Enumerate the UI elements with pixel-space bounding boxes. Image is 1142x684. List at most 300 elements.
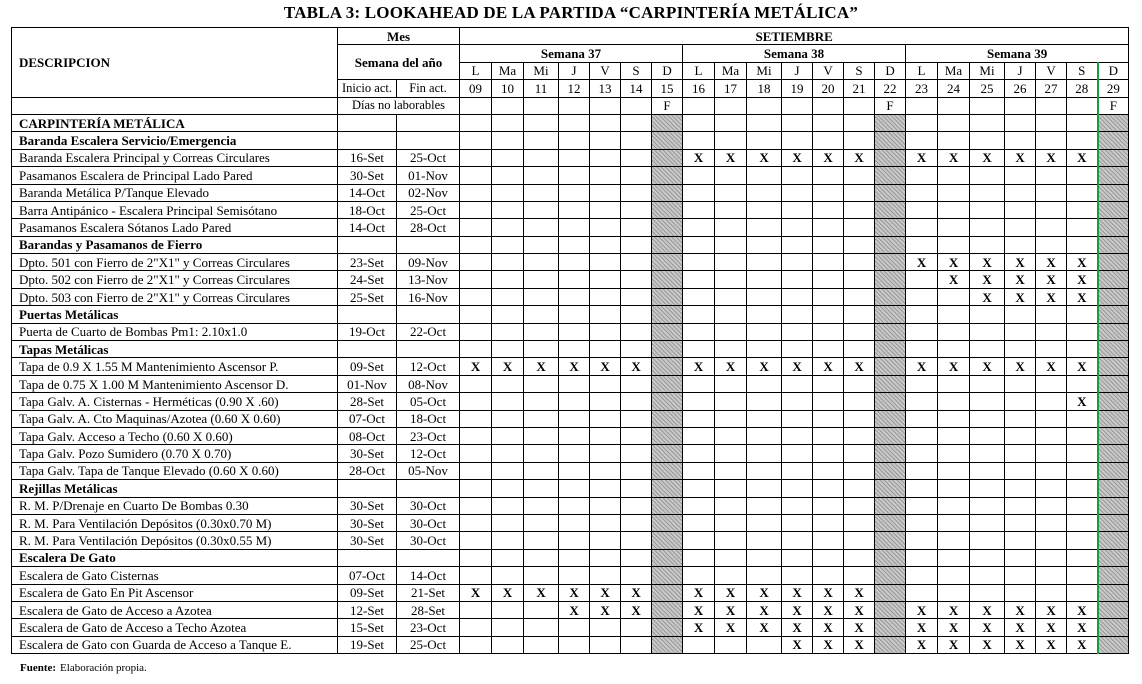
schedule-cell: [1067, 549, 1098, 566]
schedule-cell: [460, 306, 492, 323]
activity-start: 30-Set: [338, 532, 397, 549]
schedule-cell: [938, 567, 970, 584]
schedule-cell: [782, 236, 813, 253]
schedule-cell: [683, 306, 715, 323]
schedule-cell: [1036, 584, 1067, 601]
non-working-flag: [1005, 97, 1036, 114]
schedule-cell: [1098, 184, 1129, 201]
schedule-cell: [1098, 341, 1129, 358]
group-title: Puertas Metálicas: [12, 306, 338, 323]
schedule-cell: [938, 514, 970, 531]
source-note: [20, 662, 147, 674]
schedule-cell: [844, 306, 875, 323]
schedule-cell: [715, 514, 747, 531]
schedule-cell: [875, 254, 906, 271]
schedule-cell: [844, 288, 875, 305]
header-date: 29: [1098, 80, 1129, 97]
schedule-mark: X: [590, 358, 621, 375]
header-date: 11: [524, 80, 559, 97]
schedule-cell: [621, 410, 652, 427]
schedule-cell: [590, 636, 621, 653]
schedule-cell: [906, 236, 938, 253]
schedule-cell: [747, 184, 782, 201]
schedule-cell: [652, 462, 683, 479]
schedule-cell: [715, 219, 747, 236]
schedule-cell: [1067, 427, 1098, 444]
activity-end: [397, 341, 460, 358]
activity-start: 23-Set: [338, 254, 397, 271]
schedule-cell: [782, 462, 813, 479]
schedule-cell: [813, 341, 844, 358]
schedule-cell: [492, 375, 524, 392]
header-week: Semana 39: [906, 45, 1129, 62]
schedule-cell: [683, 323, 715, 340]
activity-end: 08-Nov: [397, 375, 460, 392]
schedule-cell: [747, 636, 782, 653]
schedule-cell: [590, 236, 621, 253]
schedule-cell: [652, 271, 683, 288]
header-day-letter: D: [1098, 62, 1129, 79]
schedule-cell: [652, 514, 683, 531]
schedule-cell: [813, 445, 844, 462]
schedule-cell: [1067, 167, 1098, 184]
activity-label: Tapa Galv. Pozo Sumidero (0.70 X 0.70): [12, 445, 338, 462]
schedule-mark: X: [970, 149, 1005, 166]
schedule-cell: [844, 201, 875, 218]
schedule-mark: X: [1036, 271, 1067, 288]
schedule-mark: X: [1036, 636, 1067, 653]
schedule-cell: [906, 584, 938, 601]
schedule-cell: [492, 497, 524, 514]
group-row: [12, 480, 1129, 497]
schedule-cell: [524, 393, 559, 410]
schedule-cell: [715, 167, 747, 184]
schedule-cell: [813, 114, 844, 131]
schedule-cell: [747, 254, 782, 271]
schedule-cell: [590, 393, 621, 410]
schedule-cell: [590, 341, 621, 358]
header-date: 23: [906, 80, 938, 97]
schedule-cell: [1005, 114, 1036, 131]
schedule-cell: [970, 393, 1005, 410]
schedule-cell: [492, 306, 524, 323]
activity-end: 01-Nov: [397, 167, 460, 184]
schedule-cell: [1098, 636, 1129, 653]
schedule-cell: [590, 288, 621, 305]
schedule-cell: [1067, 323, 1098, 340]
activity-row: [12, 393, 1129, 410]
activity-label: Tapa de 0.9 X 1.55 M Mantenimiento Ascensor P.: [12, 358, 338, 375]
schedule-cell: [715, 410, 747, 427]
schedule-cell: [813, 549, 844, 566]
schedule-cell: [1005, 445, 1036, 462]
schedule-cell: [782, 306, 813, 323]
schedule-cell: [844, 323, 875, 340]
schedule-cell: [460, 323, 492, 340]
activity-end: 13-Nov: [397, 271, 460, 288]
schedule-cell: [906, 288, 938, 305]
schedule-cell: [1036, 323, 1067, 340]
schedule-cell: [683, 445, 715, 462]
schedule-cell: [938, 410, 970, 427]
activity-start: 16-Set: [338, 149, 397, 166]
schedule-cell: [1098, 254, 1129, 271]
schedule-mark: X: [906, 358, 938, 375]
schedule-cell: [970, 584, 1005, 601]
schedule-cell: [652, 306, 683, 323]
header-row-non-working: [12, 97, 1129, 114]
schedule-cell: [559, 567, 590, 584]
schedule-cell: [938, 219, 970, 236]
schedule-cell: [906, 497, 938, 514]
schedule-cell: [747, 410, 782, 427]
schedule-cell: [492, 132, 524, 149]
schedule-cell: [683, 462, 715, 479]
activity-end: 30-Oct: [397, 497, 460, 514]
schedule-cell: [938, 323, 970, 340]
schedule-cell: [1098, 306, 1129, 323]
schedule-cell: [1098, 549, 1129, 566]
schedule-cell: [590, 254, 621, 271]
schedule-cell: [683, 410, 715, 427]
activity-start: 19-Set: [338, 636, 397, 653]
schedule-cell: [492, 532, 524, 549]
schedule-cell: [1005, 584, 1036, 601]
schedule-cell: [1036, 445, 1067, 462]
activity-end: 18-Oct: [397, 410, 460, 427]
schedule-cell: [559, 375, 590, 392]
schedule-cell: [906, 549, 938, 566]
schedule-cell: [813, 271, 844, 288]
schedule-cell: [782, 549, 813, 566]
activity-end: [397, 306, 460, 323]
schedule-mark: X: [747, 358, 782, 375]
schedule-mark: X: [715, 619, 747, 636]
activity-label: R. M. Para Ventilación Depósitos (0.30x0.70 M): [12, 514, 338, 531]
schedule-cell: [747, 567, 782, 584]
schedule-cell: [747, 219, 782, 236]
schedule-mark: X: [906, 636, 938, 653]
schedule-cell: [1005, 567, 1036, 584]
header-day-letter: Mi: [747, 62, 782, 79]
schedule-cell: [590, 114, 621, 131]
schedule-cell: [938, 114, 970, 131]
activity-row: [12, 619, 1129, 636]
header-date: 15: [652, 80, 683, 97]
schedule-cell: [683, 532, 715, 549]
schedule-mark: X: [460, 584, 492, 601]
schedule-cell: [1098, 619, 1129, 636]
schedule-cell: [747, 271, 782, 288]
activity-end: 25-Oct: [397, 149, 460, 166]
activity-end: 30-Oct: [397, 532, 460, 549]
schedule-mark: X: [715, 149, 747, 166]
non-working-flag: [559, 97, 590, 114]
header-semana-label: Semana del año: [338, 45, 460, 80]
header-day-letter: V: [590, 62, 621, 79]
schedule-cell: [683, 184, 715, 201]
group-row: [12, 549, 1129, 566]
schedule-cell: [1067, 584, 1098, 601]
schedule-cell: [970, 549, 1005, 566]
schedule-cell: [1067, 375, 1098, 392]
activity-start: 07-Oct: [338, 567, 397, 584]
schedule-cell: [1005, 306, 1036, 323]
schedule-cell: [652, 358, 683, 375]
header-day-letter: V: [813, 62, 844, 79]
schedule-cell: [906, 219, 938, 236]
schedule-cell: [621, 306, 652, 323]
schedule-cell: [1098, 393, 1129, 410]
schedule-cell: [782, 341, 813, 358]
schedule-cell: [715, 462, 747, 479]
schedule-cell: [559, 306, 590, 323]
schedule-mark: X: [1036, 358, 1067, 375]
group-title: Tapas Metálicas: [12, 341, 338, 358]
schedule-cell: [559, 219, 590, 236]
activity-end: 02-Nov: [397, 184, 460, 201]
schedule-cell: [715, 236, 747, 253]
schedule-cell: [524, 549, 559, 566]
schedule-cell: [813, 184, 844, 201]
schedule-cell: [683, 497, 715, 514]
schedule-cell: [559, 427, 590, 444]
activity-label: Barra Antipánico - Escalera Principal Semisótano: [12, 201, 338, 218]
schedule-cell: [938, 462, 970, 479]
schedule-cell: [1036, 549, 1067, 566]
schedule-cell: [813, 219, 844, 236]
activity-row: [12, 375, 1129, 392]
schedule-cell: [590, 462, 621, 479]
activity-end: 05-Oct: [397, 393, 460, 410]
schedule-cell: [559, 167, 590, 184]
header-day-letter: V: [1036, 62, 1067, 79]
schedule-cell: [970, 567, 1005, 584]
non-working-flag: F: [875, 97, 906, 114]
schedule-cell: [492, 480, 524, 497]
schedule-cell: [590, 306, 621, 323]
schedule-cell: [813, 532, 844, 549]
activity-row: [12, 567, 1129, 584]
schedule-cell: [460, 393, 492, 410]
schedule-cell: [652, 288, 683, 305]
schedule-cell: [1036, 375, 1067, 392]
schedule-cell: [906, 514, 938, 531]
schedule-cell: [590, 549, 621, 566]
schedule-cell: [1098, 601, 1129, 618]
schedule-cell: [590, 532, 621, 549]
header-week: Semana 37: [460, 45, 683, 62]
schedule-cell: [844, 184, 875, 201]
schedule-cell: [1067, 532, 1098, 549]
schedule-cell: [621, 619, 652, 636]
schedule-cell: [621, 497, 652, 514]
schedule-cell: [938, 167, 970, 184]
schedule-mark: X: [782, 619, 813, 636]
schedule-cell: [1067, 341, 1098, 358]
schedule-cell: [590, 184, 621, 201]
activity-row: [12, 601, 1129, 618]
header-day-letter: S: [1067, 62, 1098, 79]
schedule-cell: [1098, 480, 1129, 497]
schedule-cell: [460, 497, 492, 514]
schedule-cell: [460, 271, 492, 288]
header-date: 22: [875, 80, 906, 97]
schedule-cell: [747, 427, 782, 444]
schedule-mark: X: [1067, 601, 1098, 618]
schedule-cell: [460, 514, 492, 531]
non-working-flag: [1036, 97, 1067, 114]
schedule-cell: [559, 149, 590, 166]
schedule-mark: X: [844, 358, 875, 375]
schedule-cell: [938, 236, 970, 253]
activity-row: [12, 514, 1129, 531]
schedule-cell: [1067, 462, 1098, 479]
activity-label: Puerta de Cuarto de Bombas Pm1: 2.10x1.0: [12, 323, 338, 340]
schedule-cell: [621, 271, 652, 288]
activity-label: Dpto. 501 con Fierro de 2"X1" y Correas Circulares: [12, 254, 338, 271]
schedule-cell: [1005, 549, 1036, 566]
schedule-cell: [875, 393, 906, 410]
schedule-cell: [970, 532, 1005, 549]
schedule-cell: [524, 306, 559, 323]
activity-label: Tapa de 0.75 X 1.00 M Mantenimiento Ascensor D.: [12, 375, 338, 392]
activity-row: [12, 497, 1129, 514]
schedule-cell: [715, 532, 747, 549]
schedule-cell: [1067, 306, 1098, 323]
section-title: CARPINTERÍA METÁLICA: [12, 114, 338, 131]
schedule-cell: [813, 132, 844, 149]
schedule-cell: [1098, 358, 1129, 375]
schedule-cell: [747, 341, 782, 358]
schedule-cell: [813, 236, 844, 253]
activity-end: 28-Oct: [397, 219, 460, 236]
schedule-cell: [1005, 393, 1036, 410]
schedule-cell: [683, 341, 715, 358]
schedule-mark: X: [559, 358, 590, 375]
schedule-cell: [875, 184, 906, 201]
schedule-cell: [875, 375, 906, 392]
schedule-cell: [492, 201, 524, 218]
schedule-cell: [813, 201, 844, 218]
schedule-cell: [747, 306, 782, 323]
activity-label: Tapa Galv. A. Cto Maquinas/Azotea (0.60 X 0.60): [12, 410, 338, 427]
schedule-cell: [524, 288, 559, 305]
schedule-mark: X: [782, 149, 813, 166]
schedule-cell: [590, 445, 621, 462]
schedule-cell: [652, 427, 683, 444]
schedule-cell: [524, 114, 559, 131]
header-date: 26: [1005, 80, 1036, 97]
schedule-mark: X: [1005, 149, 1036, 166]
schedule-cell: [1005, 236, 1036, 253]
schedule-mark: X: [1005, 619, 1036, 636]
schedule-cell: [559, 410, 590, 427]
header-date: 13: [590, 80, 621, 97]
activity-end: 25-Oct: [397, 201, 460, 218]
schedule-cell: [524, 149, 559, 166]
activity-end: 12-Oct: [397, 358, 460, 375]
schedule-mark: X: [813, 358, 844, 375]
group-title: Escalera De Gato: [12, 549, 338, 566]
schedule-cell: [524, 567, 559, 584]
header-day-letter: Ma: [938, 62, 970, 79]
non-working-flag: [970, 97, 1005, 114]
schedule-cell: [492, 236, 524, 253]
activity-start: 08-Oct: [338, 427, 397, 444]
header-date: 20: [813, 80, 844, 97]
schedule-mark: X: [938, 601, 970, 618]
header-day-letter: D: [652, 62, 683, 79]
schedule-cell: [747, 167, 782, 184]
schedule-cell: [844, 532, 875, 549]
schedule-cell: [875, 201, 906, 218]
schedule-cell: [1098, 236, 1129, 253]
schedule-cell: [844, 427, 875, 444]
activity-start: 28-Set: [338, 393, 397, 410]
group-title: Rejillas Metálicas: [12, 480, 338, 497]
activity-label: Baranda Escalera Principal y Correas Circulares: [12, 149, 338, 166]
schedule-cell: [970, 114, 1005, 131]
schedule-cell: [1098, 584, 1129, 601]
activity-row: [12, 462, 1129, 479]
schedule-cell: [590, 375, 621, 392]
group-row: [12, 236, 1129, 253]
schedule-cell: [875, 601, 906, 618]
schedule-cell: [782, 375, 813, 392]
schedule-cell: [652, 341, 683, 358]
header-week: Semana 38: [683, 45, 906, 62]
header-fin-label: Fin act.: [397, 80, 460, 97]
schedule-cell: [1098, 219, 1129, 236]
schedule-cell: [524, 462, 559, 479]
schedule-cell: [970, 219, 1005, 236]
schedule-cell: [559, 445, 590, 462]
schedule-mark: X: [715, 358, 747, 375]
schedule-cell: [813, 567, 844, 584]
schedule-mark: X: [1036, 619, 1067, 636]
schedule-cell: [715, 201, 747, 218]
schedule-mark: X: [1067, 149, 1098, 166]
activity-row: [12, 584, 1129, 601]
schedule-cell: [621, 201, 652, 218]
schedule-cell: [559, 549, 590, 566]
schedule-cell: [652, 236, 683, 253]
activity-label: Escalera de Gato Cisternas: [12, 567, 338, 584]
group-row: [12, 306, 1129, 323]
activity-row: [12, 288, 1129, 305]
schedule-cell: [1067, 567, 1098, 584]
schedule-cell: [1098, 514, 1129, 531]
schedule-cell: [875, 132, 906, 149]
header-row-month: [12, 28, 1129, 45]
schedule-cell: [1098, 567, 1129, 584]
schedule-cell: [460, 567, 492, 584]
schedule-cell: [813, 410, 844, 427]
schedule-cell: [492, 114, 524, 131]
activity-start: 01-Nov: [338, 375, 397, 392]
schedule-cell: [906, 114, 938, 131]
non-working-flag: F: [1098, 97, 1129, 114]
schedule-cell: [683, 114, 715, 131]
schedule-cell: [590, 427, 621, 444]
schedule-cell: [621, 288, 652, 305]
activity-start: [338, 236, 397, 253]
schedule-cell: [1067, 236, 1098, 253]
schedule-cell: [590, 132, 621, 149]
schedule-cell: [683, 549, 715, 566]
schedule-cell: [1098, 201, 1129, 218]
